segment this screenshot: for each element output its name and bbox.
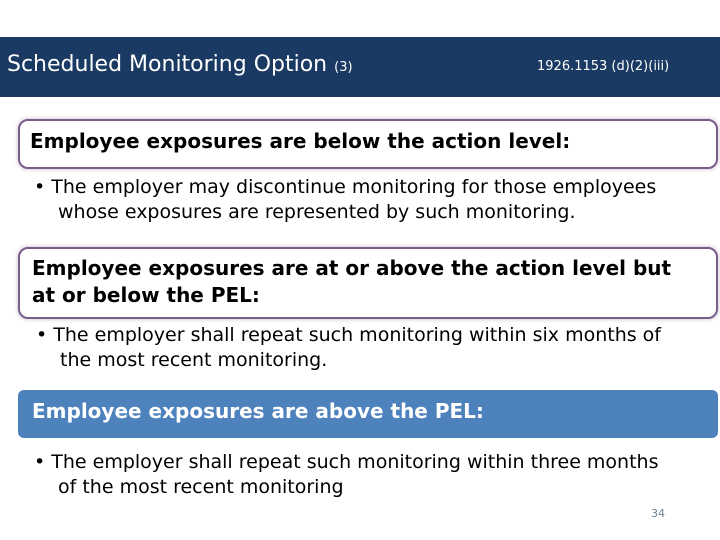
regulation-reference: 1926.1153 (d)(2)(iii) [537, 59, 670, 74]
bullet-line: the most recent monitoring. [60, 349, 328, 371]
slide-title-number: (3) [334, 60, 353, 75]
bullet-line: whose exposures are represented by such monitoring. [58, 201, 576, 223]
bullet-repeat-six-months [36, 323, 720, 373]
slide-title [7, 52, 353, 77]
slide-number: 34 [651, 507, 665, 520]
section-heading-text: Employee exposures are at or above the action level but [32, 256, 672, 280]
section-heading-text: at or below the PEL: [32, 283, 260, 307]
bullet-repeat-three-months [34, 450, 720, 500]
bullet-line: • The employer may discontinue monitoring for those employees [34, 176, 657, 198]
section-heading-text: Employee exposures are above the PEL: [32, 399, 484, 423]
bullet-line: • The employer shall repeat such monitoring within six months of [36, 324, 661, 346]
section-heading-below-action-level [18, 119, 718, 169]
bullet-line: • The employer shall repeat such monitoring within three months [34, 451, 659, 473]
slide-title-text: Scheduled Monitoring Option [7, 52, 328, 77]
section-heading-above-pel [18, 390, 718, 438]
bullet-line: of the most recent monitoring [58, 476, 344, 498]
bullet-discontinue-monitoring [34, 175, 720, 225]
section-heading-at-or-above-action-level [18, 247, 718, 319]
section-heading-text: Employee exposures are below the action level: [30, 129, 571, 153]
slide-header [0, 37, 720, 97]
